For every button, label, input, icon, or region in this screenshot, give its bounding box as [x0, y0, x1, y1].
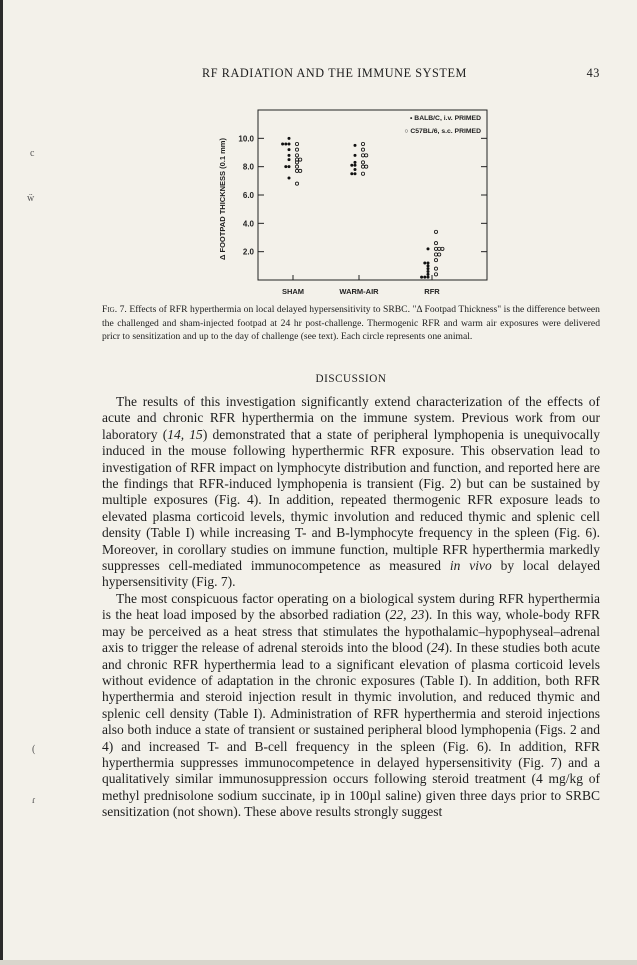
balbc-data-point: [423, 262, 426, 265]
c57bl6-data-point: [361, 154, 364, 157]
running-head-title: RF RADIATION AND THE IMMUNE SYSTEM: [202, 66, 467, 80]
figure-caption: [102, 303, 600, 344]
balbc-data-point: [288, 177, 291, 180]
c57bl6-data-point: [434, 247, 437, 250]
scan-bottom-edge: [0, 960, 637, 965]
balbc-data-point: [288, 137, 291, 140]
y-tick-label: 10.0: [238, 134, 254, 144]
c57bl6-data-point: [434, 253, 437, 256]
margin-mark: c: [30, 148, 35, 159]
balbc-data-point: [427, 273, 430, 276]
c57bl6-data-point: [295, 165, 298, 168]
c57bl6-data-point: [365, 154, 368, 157]
c57bl6-data-point: [434, 259, 437, 262]
balbc-data-point: [350, 164, 353, 167]
paragraph: [102, 591, 600, 821]
margin-mark: ẅ: [27, 193, 35, 204]
x-tick-label: SHAM: [281, 287, 305, 296]
legend-entry: ○ C57BL/6, s.c. PRIMED: [404, 128, 481, 135]
y-tick-label: 6.0: [242, 191, 254, 200]
page-number: 43: [586, 66, 600, 80]
text-run: ). In this way, whole-body RFR may be perceived as a heat stress that stimulates the hypothalamic–hypophyseal–adrenal axis to trigger the release of adrenal steroids into the blood (: [102, 607, 600, 656]
paragraph: [102, 394, 600, 591]
citation-run: 22, 23: [389, 607, 425, 623]
c57bl6-data-point: [295, 154, 298, 157]
footpad-scatter-chart: [195, 108, 505, 303]
c57bl6-data-point: [299, 158, 302, 161]
citation-run: 24: [430, 640, 445, 656]
margin-mark: ɾ: [32, 795, 36, 806]
citation-run: 14, 15: [167, 426, 203, 442]
c57bl6-data-point: [434, 242, 437, 245]
balbc-data-point: [288, 143, 291, 146]
margin-mark: (: [32, 744, 36, 755]
y-tick-label: 4.0: [242, 219, 254, 229]
c57bl6-data-point: [434, 267, 437, 270]
balbc-data-point: [423, 276, 426, 279]
figure-7: [195, 108, 505, 303]
balbc-data-point: [354, 144, 357, 147]
figure-label: Fig. 7.: [102, 304, 127, 315]
text-run: The results of this investigation significantly extend characterization of the effects of acute and chronic RFR hyperthermia on the immune system. Previous work from our laboratory (: [102, 394, 600, 442]
c57bl6-data-point: [434, 230, 437, 233]
balbc-data-point: [354, 168, 357, 171]
c57bl6-data-point: [361, 161, 364, 164]
balbc-data-point: [354, 154, 357, 157]
x-tick-label: WARM-AIR: [339, 287, 379, 296]
c57bl6-data-point: [295, 182, 298, 185]
citation-run: in vivo: [449, 558, 492, 574]
balbc-data-point: [420, 276, 423, 279]
balbc-data-point: [427, 247, 430, 250]
caption-text: Effects of RFR hyperthermia on local delayed hypersensitivity to SRBC. "Δ Footpad Thickness" is the difference between the challenged and sham-injected footpad at 24 hr post-challenge. Thermogenic RFR and warm air exposures were delivered pricr to sensitization and up to the day of challenge (see text). Each circle represents one animal.: [102, 304, 600, 343]
balbc-data-point: [427, 264, 430, 267]
c57bl6-data-point: [438, 253, 441, 256]
scan-left-edge: [0, 0, 3, 965]
c57bl6-data-point: [361, 142, 364, 145]
c57bl6-data-point: [295, 148, 298, 151]
balbc-data-point: [284, 165, 287, 168]
y-tick-label: 2.0: [242, 247, 254, 257]
balbc-data-point: [281, 143, 284, 146]
c57bl6-data-point: [299, 169, 302, 172]
c57bl6-data-point: [365, 165, 368, 168]
c57bl6-data-point: [438, 247, 441, 250]
c57bl6-data-point: [295, 142, 298, 145]
text-run: ). In these studies both acute and chronic RFR hyperthermia lead to a significant elevation of plasma corticoid levels without evidence of adaptation in the chronic exposures (Table I). In addition, both RFR hyperthermia and steroid injection result in thymic involution, and reduced thymic and splenic cell density (Table I). Administration of RFR hyperthermia and steroid injections also both induce a state of transient or sustained peripheral blood lymphopenia (Figs. 2 and 4) and increased T- and B-cell frequency in the spleen (Fig. 6). In addition, RFR hyperthermia suppresses immunocompetence in delayed hypersensitivity (Fig. 7) and a qualitatively similar immunosuppression occurs following steroid treatment (4 mg/kg of methyl prednisolone sodium succinate, ip in 100µl saline) given three days prior to SRBC sensitization (not shown). These above results strongly suggest: [102, 640, 600, 820]
text-run: The most conspicuous factor operating on a biological system during RFR hyperthermia is the heat load imposed by the absorbed radiation (: [102, 590, 600, 623]
balbc-data-point: [427, 276, 430, 279]
y-tick-label: 8.0: [242, 162, 254, 172]
y-axis-label: Δ FOOTPAD THICKNESS (0.1 mm): [218, 138, 227, 260]
balbc-data-point: [288, 154, 291, 157]
legend-entry: • BALB/C, i.v. PRIMED: [410, 115, 481, 122]
c57bl6-data-point: [361, 165, 364, 168]
x-tick-label: RFR: [424, 287, 440, 296]
c57bl6-data-point: [295, 169, 298, 172]
c57bl6-data-point: [361, 148, 364, 151]
plot-frame: [258, 110, 487, 280]
body-text: [102, 394, 600, 821]
balbc-data-point: [284, 143, 287, 146]
balbc-data-point: [288, 158, 291, 161]
balbc-data-point: [354, 164, 357, 167]
text-run: by local delayed hypersensitivity (Fig. 7).: [102, 558, 600, 590]
balbc-data-point: [350, 172, 353, 175]
balbc-data-point: [354, 172, 357, 175]
balbc-data-point: [427, 270, 430, 273]
balbc-data-point: [427, 267, 430, 270]
balbc-data-point: [427, 262, 430, 265]
balbc-data-point: [354, 161, 357, 164]
text-run: ) demonstrated that a state of peripheral lymphopenia is unequivocally induced in the mouse following hyperthermic RFR exposure. This observation lead to investigation of RFR impact on lymphocyte distribution and function, and reported here are the findings that RFR-induced lymphopenia is transient (Fig. 2) but can be sustained by multiple exposures (Fig. 4). In addition, repeated thermogenic RFR exposure leads to elevated plasma corticoid levels, thymic involution and reduced thymic and splenic cell density (Table I) while increasing T- and B-lymphocyte frequency in the spleen (Fig. 6). Moreover, in corollary studies on immune function, multiple RFR hyperthermia markedly suppresses cell-mediated immunocompetence as measured: [102, 426, 600, 574]
balbc-data-point: [288, 148, 291, 151]
c57bl6-data-point: [434, 273, 437, 276]
section-heading: DISCUSSION: [315, 373, 387, 385]
c57bl6-data-point: [441, 247, 444, 250]
c57bl6-data-point: [361, 172, 364, 175]
balbc-data-point: [288, 165, 291, 168]
